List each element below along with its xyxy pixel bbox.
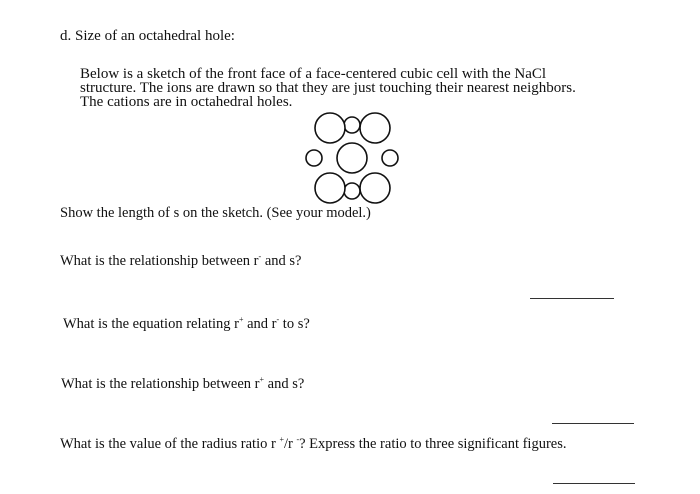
section-heading: d. Size of an octahedral hole: <box>60 28 235 44</box>
question-r-minus-s: What is the relationship between r- and s? <box>60 252 302 269</box>
question-r-plus-s: What is the relationship between r+ and s? <box>61 375 305 392</box>
intro-paragraph <box>80 67 650 109</box>
fcc-face-sketch <box>300 112 406 204</box>
large-anion-bottom-right <box>360 173 390 203</box>
large-anion-top-right <box>360 113 390 143</box>
large-anion-top-left <box>315 113 345 143</box>
large-anion-center <box>337 143 367 173</box>
intro-line-2: structure. The ions are drawn so that they are just touching their nearest neighbors. <box>80 80 576 96</box>
intro-line-1: Below is a sketch of the front face of a face-centered cubic cell with the NaCl <box>80 66 547 82</box>
question-equation: What is the equation relating r+ and r- to s? <box>63 315 310 332</box>
question-show-s: Show the length of s on the sketch. (See your model.) <box>60 205 371 221</box>
large-anion-bottom-left <box>315 173 345 203</box>
question-radius-ratio: What is the value of the radius ratio r +/r -? Express the ratio to three significant figures. <box>60 435 567 452</box>
small-cation-right <box>382 150 398 166</box>
small-cation-top <box>344 117 360 133</box>
answer-line-1[interactable] <box>530 298 614 299</box>
intro-line-3: The cations are in octahedral holes. <box>80 94 293 110</box>
small-cation-left <box>306 150 322 166</box>
answer-line-3[interactable] <box>553 483 635 484</box>
answer-line-2[interactable] <box>552 423 634 424</box>
small-cation-bottom <box>344 183 360 199</box>
